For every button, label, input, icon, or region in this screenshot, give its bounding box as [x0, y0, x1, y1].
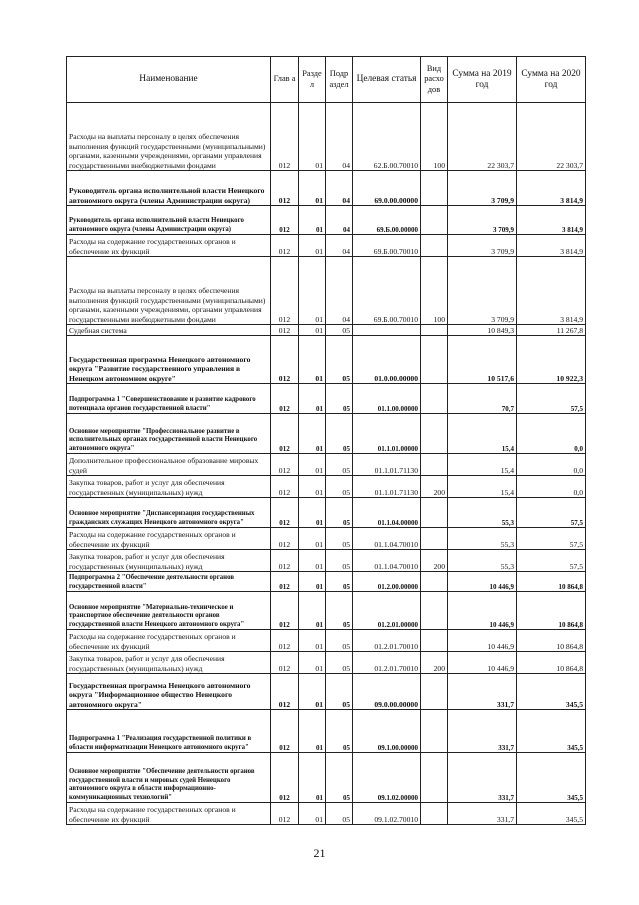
cell-target: 01.1.04.70010	[353, 528, 421, 550]
cell-podrazdel: 05	[326, 336, 353, 384]
cell-sum-2020: 10 864,8	[517, 652, 586, 674]
cell-target: 01.1.01.71130	[353, 454, 421, 476]
cell-name: Закупка товаров, работ и услуг для обеспечения государственных (муниципальных) нужд	[67, 550, 271, 572]
cell-razdel: 01	[299, 384, 326, 414]
cell-name: Судебная система	[67, 325, 271, 336]
cell-sum-2019: 15,4	[448, 454, 517, 476]
cell-podrazdel: 04	[326, 171, 353, 206]
header-razdel: Разде л	[299, 57, 326, 103]
cell-vid	[421, 528, 448, 550]
table-row	[67, 103, 586, 171]
cell-name: Расходы на содержание государственных органов и обеспечение их функций	[67, 803, 271, 825]
cell-sum-2020: 10 864,8	[517, 592, 586, 630]
table-row	[67, 414, 586, 454]
cell-podrazdel: 05	[326, 652, 353, 674]
cell-vid: 200	[421, 652, 448, 674]
cell-name: Расходы на выплаты персоналу в целях обеспечения выполнения функций государственными (муниципальными) органами, казенными учреждениями, органами управления государственными внебюджетными фондами	[67, 257, 271, 325]
page-number: 21	[313, 846, 326, 860]
cell-sum-2019: 10 849,3	[448, 325, 517, 336]
cell-podrazdel: 05	[326, 550, 353, 572]
cell-podrazdel: 04	[326, 103, 353, 171]
cell-podrazdel: 05	[326, 476, 353, 498]
cell-target: 01.2.01.70010	[353, 630, 421, 652]
cell-razdel: 01	[299, 414, 326, 454]
table-row	[67, 753, 586, 803]
table-body	[67, 103, 586, 825]
cell-vid	[421, 336, 448, 384]
cell-glava: 012	[271, 572, 299, 592]
cell-target: 69.0.00.00000	[353, 171, 421, 206]
cell-razdel: 01	[299, 753, 326, 803]
cell-vid	[421, 803, 448, 825]
cell-name: Основное мероприятие "Обеспечение деятельности органов государственной власти и мировых судей Ненецкого автономного округа в области информационно-коммуникационных технологий"	[67, 753, 271, 803]
cell-sum-2019: 3 709,9	[448, 257, 517, 325]
table-row	[67, 630, 586, 652]
cell-podrazdel: 05	[326, 498, 353, 528]
cell-razdel: 01	[299, 206, 326, 235]
cell-sum-2020: 3 814,9	[517, 257, 586, 325]
cell-vid	[421, 710, 448, 753]
cell-glava: 012	[271, 476, 299, 498]
header-podrazdel: Подр аздел	[326, 57, 353, 103]
cell-glava: 012	[271, 171, 299, 206]
cell-razdel: 01	[299, 630, 326, 652]
cell-sum-2020: 57,5	[517, 498, 586, 528]
cell-podrazdel: 05	[326, 592, 353, 630]
cell-sum-2020: 3 814,9	[517, 206, 586, 235]
cell-razdel: 01	[299, 528, 326, 550]
table-row	[67, 550, 586, 572]
cell-sum-2020: 3 814,9	[517, 235, 586, 257]
cell-sum-2020: 0,0	[517, 414, 586, 454]
cell-vid: 100	[421, 257, 448, 325]
cell-target: 01.2.01.00000	[353, 592, 421, 630]
cell-target: 01.1.04.70010	[353, 550, 421, 572]
table-row	[67, 572, 586, 592]
cell-name: Руководитель органа исполнительной власти Ненецкого автономного округа (члены Администрации округа)	[67, 171, 271, 206]
cell-vid	[421, 630, 448, 652]
cell-glava: 012	[271, 257, 299, 325]
header-target: Целевая статья	[353, 57, 421, 103]
cell-sum-2019: 10 517,6	[448, 336, 517, 384]
cell-vid	[421, 414, 448, 454]
cell-sum-2020: 22 303,7	[517, 103, 586, 171]
cell-razdel: 01	[299, 498, 326, 528]
cell-sum-2020: 57,5	[517, 384, 586, 414]
cell-target: 62.Б.00.70010	[353, 103, 421, 171]
header-sum-2020: Сумма на 2020 год	[517, 57, 586, 103]
cell-podrazdel: 05	[326, 325, 353, 336]
cell-sum-2020: 57,5	[517, 550, 586, 572]
cell-glava: 012	[271, 674, 299, 710]
cell-sum-2020: 10 922,3	[517, 336, 586, 384]
table-row	[67, 803, 586, 825]
cell-glava: 012	[271, 336, 299, 384]
cell-vid	[421, 325, 448, 336]
cell-razdel: 01	[299, 476, 326, 498]
cell-glava: 012	[271, 710, 299, 753]
table-row	[67, 325, 586, 336]
cell-sum-2020: 345,5	[517, 710, 586, 753]
cell-sum-2019: 55,3	[448, 550, 517, 572]
cell-razdel: 01	[299, 257, 326, 325]
budget-table	[66, 56, 586, 825]
table-row	[67, 235, 586, 257]
cell-sum-2019: 3 709,9	[448, 235, 517, 257]
cell-sum-2019: 10 446,9	[448, 572, 517, 592]
cell-razdel: 01	[299, 674, 326, 710]
cell-podrazdel: 05	[326, 384, 353, 414]
table-row	[67, 171, 586, 206]
cell-vid	[421, 206, 448, 235]
cell-vid	[421, 498, 448, 528]
cell-glava: 012	[271, 803, 299, 825]
cell-sum-2019: 3 709,9	[448, 171, 517, 206]
cell-name: Расходы на выплаты персоналу в целях обеспечения выполнения функций государственными (муниципальными) органами, казенными учреждениями, органами управления государственными внебюджетными фондами	[67, 103, 271, 171]
cell-glava: 012	[271, 325, 299, 336]
cell-podrazdel: 04	[326, 257, 353, 325]
cell-sum-2020: 0,0	[517, 454, 586, 476]
cell-vid	[421, 592, 448, 630]
cell-sum-2019: 55,3	[448, 528, 517, 550]
cell-razdel: 01	[299, 235, 326, 257]
table-row	[67, 257, 586, 325]
cell-vid: 200	[421, 476, 448, 498]
cell-name: Подпрограмма 1 "Совершенствование и развитие кадрового потенциала органов государственной власти"	[67, 384, 271, 414]
cell-sum-2019: 22 303,7	[448, 103, 517, 171]
cell-vid	[421, 384, 448, 414]
cell-podrazdel: 05	[326, 674, 353, 710]
cell-podrazdel: 05	[326, 630, 353, 652]
cell-sum-2019: 10 446,9	[448, 630, 517, 652]
cell-glava: 012	[271, 630, 299, 652]
cell-target: 01.1.00.00000	[353, 384, 421, 414]
table-row	[67, 592, 586, 630]
cell-sum-2020: 10 864,8	[517, 572, 586, 592]
cell-podrazdel: 05	[326, 414, 353, 454]
cell-name: Основное мероприятие "Профессиональное развитие в исполнительных органах государственной власти Ненецкого автономного округа"	[67, 414, 271, 454]
cell-podrazdel: 05	[326, 753, 353, 803]
cell-vid	[421, 674, 448, 710]
cell-razdel: 01	[299, 171, 326, 206]
cell-name: Дополнительное профессиональное образование мировых судей	[67, 454, 271, 476]
cell-sum-2019: 331,7	[448, 674, 517, 710]
cell-glava: 012	[271, 206, 299, 235]
cell-target: 01.1.01.71130	[353, 476, 421, 498]
cell-target: 09.1.02.00000	[353, 753, 421, 803]
cell-glava: 012	[271, 454, 299, 476]
cell-name: Расходы на содержание государственных органов и обеспечение их функций	[67, 235, 271, 257]
cell-sum-2020: 10 864,8	[517, 630, 586, 652]
cell-name: Государственная программа Ненецкого автономного округа "Развитие государственного управления в Ненецком автономном округе"	[67, 336, 271, 384]
cell-vid	[421, 454, 448, 476]
cell-razdel: 01	[299, 803, 326, 825]
cell-name: Государственная программа Ненецкого автономного округа "Информационное общество Ненецкого автономного округа"	[67, 674, 271, 710]
cell-glava: 012	[271, 414, 299, 454]
cell-razdel: 01	[299, 572, 326, 592]
header-vid: Вид расхо дов	[421, 57, 448, 103]
cell-vid	[421, 235, 448, 257]
cell-name: Расходы на содержание государственных органов и обеспечение их функций	[67, 630, 271, 652]
cell-razdel: 01	[299, 454, 326, 476]
cell-podrazdel: 05	[326, 803, 353, 825]
header-name: Наименование	[67, 57, 271, 103]
cell-sum-2020: 57,5	[517, 528, 586, 550]
cell-sum-2019: 331,7	[448, 710, 517, 753]
cell-podrazdel: 05	[326, 710, 353, 753]
cell-sum-2019: 10 446,9	[448, 652, 517, 674]
cell-podrazdel: 05	[326, 454, 353, 476]
table-row	[67, 454, 586, 476]
cell-sum-2020: 0,0	[517, 476, 586, 498]
cell-target: 01.0.00.00000	[353, 336, 421, 384]
cell-vid	[421, 171, 448, 206]
cell-target: 01.1.01.00000	[353, 414, 421, 454]
cell-name: Подпрограмма 2 "Обеспечение деятельности органов государственной власти"	[67, 572, 271, 592]
table-row	[67, 528, 586, 550]
cell-sum-2019: 331,7	[448, 753, 517, 803]
cell-target: 69.Б.00.00000	[353, 206, 421, 235]
cell-podrazdel: 04	[326, 235, 353, 257]
cell-target	[353, 325, 421, 336]
cell-sum-2020: 345,5	[517, 753, 586, 803]
cell-sum-2020: 345,5	[517, 803, 586, 825]
cell-glava: 012	[271, 103, 299, 171]
cell-target: 01.1.04.00000	[353, 498, 421, 528]
cell-sum-2020: 345,5	[517, 674, 586, 710]
cell-sum-2020: 3 814,9	[517, 171, 586, 206]
cell-name: Основное мероприятие "Диспансеризация государственных гражданских служащих Ненецкого автономного округа"	[67, 498, 271, 528]
cell-name: Закупка товаров, работ и услуг для обеспечения государственных (муниципальных) нужд	[67, 476, 271, 498]
table-row	[67, 710, 586, 753]
cell-sum-2019: 3 709,9	[448, 206, 517, 235]
cell-podrazdel: 05	[326, 572, 353, 592]
table-row	[67, 336, 586, 384]
cell-sum-2019: 10 446,9	[448, 592, 517, 630]
cell-target: 09.1.00.00000	[353, 710, 421, 753]
header-sum-2019: Сумма на 2019 год	[448, 57, 517, 103]
cell-sum-2019: 70,7	[448, 384, 517, 414]
cell-target: 09.1.02.70010	[353, 803, 421, 825]
cell-glava: 012	[271, 498, 299, 528]
cell-target: 01.2.01.70010	[353, 652, 421, 674]
header-glava: Глав а	[271, 57, 299, 103]
cell-sum-2019: 331,7	[448, 803, 517, 825]
cell-razdel: 01	[299, 103, 326, 171]
table-header-row	[67, 57, 586, 103]
cell-glava: 012	[271, 384, 299, 414]
cell-glava: 012	[271, 550, 299, 572]
cell-vid	[421, 753, 448, 803]
cell-name: Руководитель органа исполнительной власти Ненецкого автономного округа (члены Администрации округа)	[67, 206, 271, 235]
cell-name: Закупка товаров, работ и услуг для обеспечения государственных (муниципальных) нужд	[67, 652, 271, 674]
cell-vid	[421, 572, 448, 592]
budget-table-page	[66, 56, 585, 825]
cell-glava: 012	[271, 528, 299, 550]
cell-sum-2019: 55,3	[448, 498, 517, 528]
cell-target: 69.Б.00.70010	[353, 235, 421, 257]
cell-razdel: 01	[299, 325, 326, 336]
cell-razdel: 01	[299, 336, 326, 384]
cell-razdel: 01	[299, 652, 326, 674]
cell-vid: 200	[421, 550, 448, 572]
cell-target: 01.2.00.00000	[353, 572, 421, 592]
cell-sum-2020: 11 267,8	[517, 325, 586, 336]
cell-glava: 012	[271, 592, 299, 630]
cell-podrazdel: 04	[326, 206, 353, 235]
table-row	[67, 652, 586, 674]
cell-sum-2019: 15,4	[448, 414, 517, 454]
cell-name: Расходы на содержание государственных органов и обеспечение их функций	[67, 528, 271, 550]
table-row	[67, 498, 586, 528]
cell-razdel: 01	[299, 710, 326, 753]
table-row	[67, 476, 586, 498]
table-row	[67, 206, 586, 235]
cell-razdel: 01	[299, 592, 326, 630]
cell-glava: 012	[271, 235, 299, 257]
table-row	[67, 674, 586, 710]
table-row	[67, 384, 586, 414]
cell-name: Основное мероприятие "Материально-техническое и транспортное обеспечение деятельности органов государственной власти Ненецкого автономного округа"	[67, 592, 271, 630]
cell-razdel: 01	[299, 550, 326, 572]
cell-vid: 100	[421, 103, 448, 171]
cell-sum-2019: 15,4	[448, 476, 517, 498]
cell-target: 09.0.00.00000	[353, 674, 421, 710]
cell-glava: 012	[271, 753, 299, 803]
cell-target: 69.Б.00.70010	[353, 257, 421, 325]
cell-podrazdel: 05	[326, 528, 353, 550]
cell-glava: 012	[271, 652, 299, 674]
cell-name: Подпрограмма 1 "Реализация государственной политики в области информатизации Ненецкого автономного округа"	[67, 710, 271, 753]
